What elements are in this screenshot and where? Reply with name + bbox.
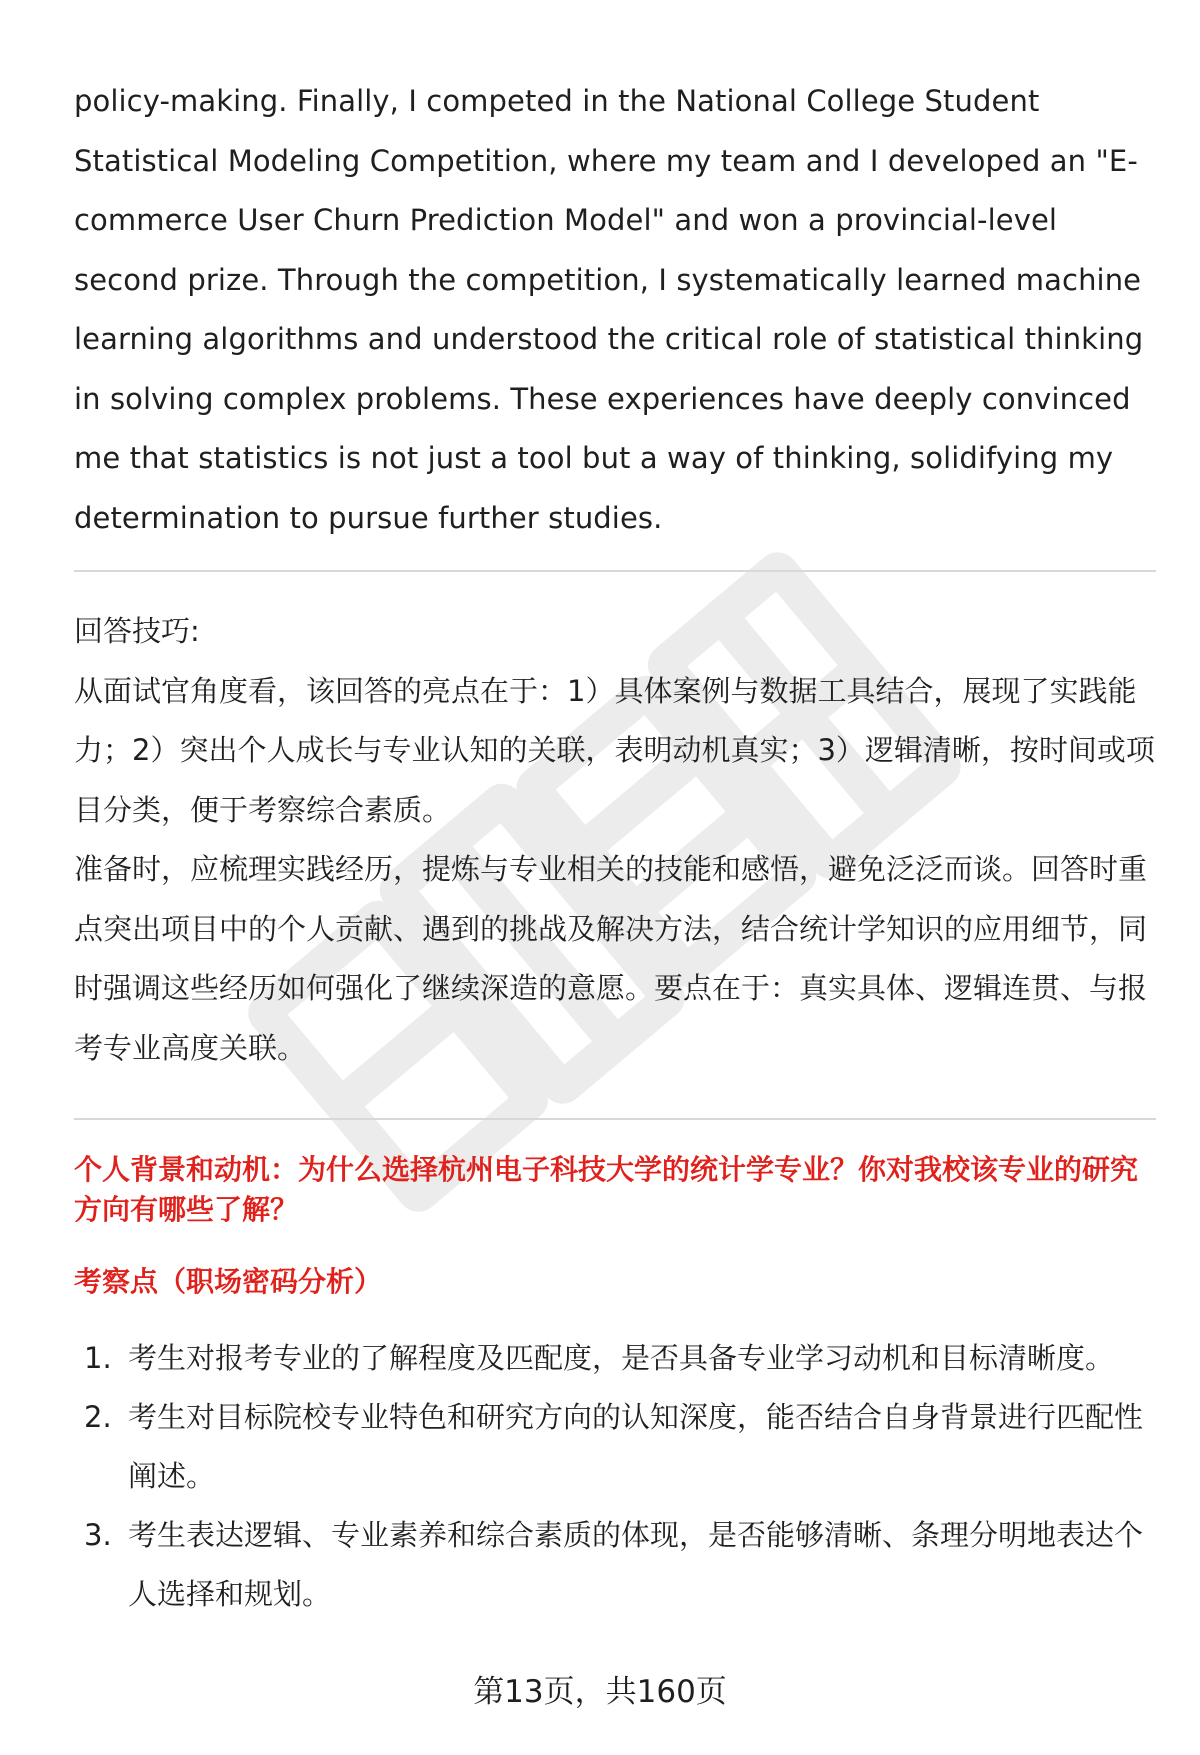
answer-tips-heading: 回答技巧:	[74, 614, 200, 648]
list-item-number: 1.	[84, 1341, 112, 1375]
list-item-number: 3.	[84, 1518, 112, 1552]
answer-tips-paragraph: 从面试官角度看，该回答的亮点在于：1）具体案例与数据工具结合，展现了实践能力；2）突出个人成长与专业认知的关联，表明动机真实；3）逻辑清晰，按时间或项目分类，便于考察综合素质。	[74, 673, 1155, 827]
page-number: 第13页，共160页	[473, 1674, 727, 1710]
assessment-heading: 考察点（职场密码分析）	[74, 1265, 383, 1298]
list-item	[74, 1506, 1156, 1624]
question-heading: 个人背景和动机：为什么选择杭州电子科技大学的统计学专业？你对我校该专业的研究方向有哪些了解？	[74, 1153, 1139, 1226]
list-item	[74, 1329, 1156, 1388]
assessment-list	[74, 1329, 1156, 1624]
list-item-number: 2.	[84, 1400, 112, 1434]
list-item-text: 考生对报考专业的了解程度及匹配度，是否具备专业学习动机和目标清晰度。	[128, 1341, 1115, 1375]
section-divider	[74, 1118, 1156, 1120]
list-item-text: 考生对目标院校专业特色和研究方向的认知深度，能否结合自身背景进行匹配性阐述。	[128, 1400, 1144, 1493]
essay-paragraph: policy-making. Finally, I competed in the National College Student Statistical Modeling Competition, where my team and I developed an "E-commerce User Churn Prediction Model" and won a provincial-level second prize. Through the competition, I systematically learned machine learning algorithms and understood the critical role of statistical thinking in solving complex problems. These experiences have deeply convinced me that statistics is not just a tool but a way of thinking, solidifying my determination to pursue further studies.	[74, 84, 1144, 535]
answer-tips-section	[74, 602, 1156, 1078]
page-content	[74, 72, 1156, 1624]
section-divider	[74, 570, 1156, 572]
list-item	[74, 1388, 1156, 1506]
list-item-text: 考生表达逻辑、专业素养和综合素质的体现，是否能够清晰、条理分明地表达个人选择和规划。	[128, 1518, 1144, 1611]
answer-tips-paragraph: 准备时，应梳理实践经历，提炼与专业相关的技能和感悟，避免泛泛而谈。回答时重点突出项目中的个人贡献、遇到的挑战及解决方法，结合统计学知识的应用细节，同时强调这些经历如何强化了继续深造的意愿。要点在于：真实具体、逻辑连贯、与报考专业高度关联。	[74, 852, 1148, 1065]
